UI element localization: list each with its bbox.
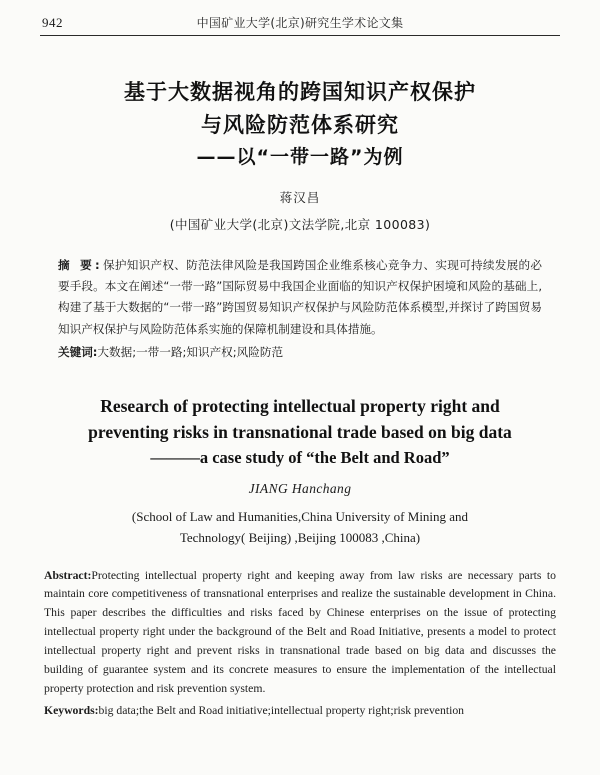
- chinese-abstract-label: 摘 要:: [58, 257, 103, 272]
- english-keywords: [44, 702, 556, 721]
- chinese-title-block: [0, 76, 600, 172]
- header-divider: [40, 35, 560, 36]
- english-abstract: [44, 567, 556, 700]
- english-title-line-2: preventing risks in transnational trade based on big data: [88, 422, 512, 443]
- chinese-keywords-text: 大数据;一带一路;知识产权;风险防范: [97, 345, 284, 360]
- chinese-author: 蒋汉昌: [279, 189, 321, 205]
- chinese-keywords-label: 关键词:: [58, 345, 98, 360]
- chinese-title-line-2: 与风险防范体系研究: [201, 112, 399, 137]
- english-affiliation: [70, 506, 530, 549]
- chinese-keywords: [58, 342, 542, 363]
- chinese-affiliation: (中国矿业大学(北京)文法学院,北京 100083): [169, 216, 431, 232]
- english-abstract-text: Protecting intellectual property right and keeping away from law risks are necessary parts to maintain core competitiveness of transnational enterprises and realize the sustainable development in China. This paper describes the difficulties and risks faced by Chinese enterprises on the issue of protecting intellectual property right under the background of the Belt and Road Initiative, presents a model to protect intellectual property right and prevent risks in transnational trade based on big data and discusses the building of guarantee system and its concrete measures to ensure the implementation of the intellectual property protection and risk prevention system.: [44, 568, 556, 696]
- english-title-block: [46, 393, 554, 469]
- page-number: 942: [42, 15, 63, 30]
- english-author: JIANG Hanchang: [248, 480, 352, 496]
- english-affiliation-line-1: (School of Law and Humanities,China University of Mining and: [131, 508, 469, 524]
- english-keywords-text: big data;the Belt and Road initiative;intellectual property right;risk prevention: [98, 704, 465, 718]
- english-abstract-label: Abstract:: [44, 568, 92, 582]
- chinese-abstract: [58, 255, 542, 341]
- page-bottom-fade: [0, 765, 600, 775]
- chinese-title-line-1: 基于大数据视角的跨国知识产权保护: [124, 80, 476, 104]
- english-affiliation-line-2: Technology( Beijing) ,Beijing 100083 ,China): [179, 530, 421, 546]
- english-subtitle: ———a case study of “the Belt and Road”: [150, 447, 450, 467]
- english-keywords-label: Keywords:: [44, 704, 99, 718]
- running-title: 中国矿业大学(北京)研究生学术论文集: [196, 16, 404, 30]
- chinese-subtitle: ——以“一带一路”为例: [196, 146, 404, 169]
- running-head: [0, 0, 600, 31]
- english-title-line-1: Research of protecting intellectual property right and: [100, 396, 500, 417]
- chinese-abstract-text: 保护知识产权、防范法律风险是我国跨国企业维系核心竞争力、实现可持续发展的必要手段。本文在阐述“一带一路”国际贸易中我国企业面临的知识产权保护困境和风险的基础上,构建了基于大数据的“一带一路”跨国贸易知识产权保护与风险防范体系模型,并探讨了跨国贸易知识产权保护与风险防范体系实施的保障机制建设和具体措施。: [58, 257, 542, 336]
